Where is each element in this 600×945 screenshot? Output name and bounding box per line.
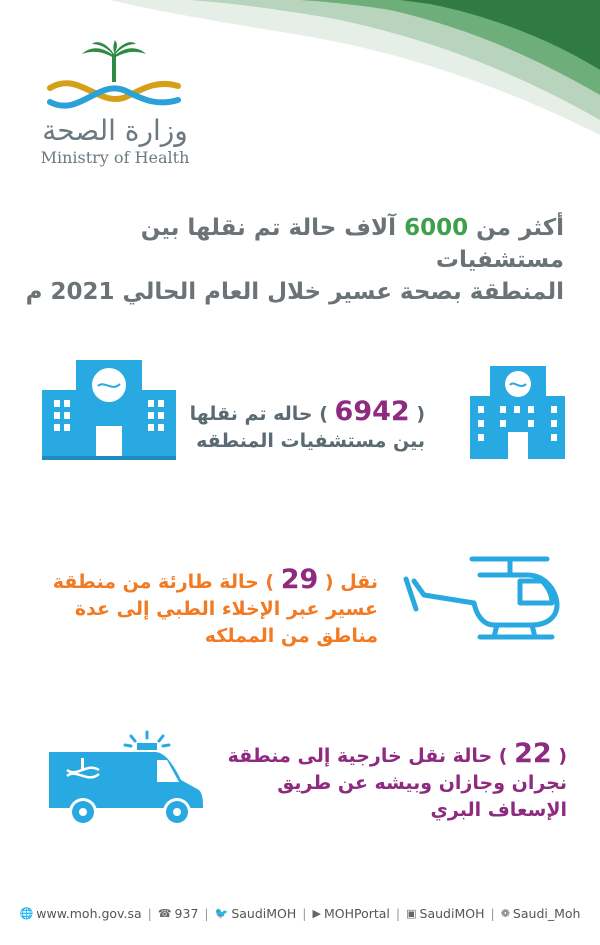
footer-phone[interactable]: [158, 906, 199, 921]
paren-open: (: [416, 403, 425, 425]
stat-ground-line-2: نجران وجازان وبيشه عن طريق: [277, 772, 567, 794]
footer-website[interactable]: [20, 906, 142, 921]
palm-swords-emblem-icon: [40, 40, 190, 112]
divider: |: [147, 905, 152, 921]
stat-hospitals-line-1: [125, 398, 425, 428]
helicopter-icon: [402, 553, 562, 645]
footer-twitter[interactable]: [215, 906, 297, 921]
logo-arabic-text: وزارة الصحة: [42, 114, 188, 147]
twitter-text: SaudiMOH: [231, 905, 297, 921]
headline-prefix: أكثر من: [476, 215, 564, 241]
divider: |: [395, 905, 401, 921]
headline: [24, 212, 564, 308]
hospital-building-right-icon: [470, 366, 565, 459]
stat-ground-line-1: [227, 740, 567, 770]
stat-hospitals-label: حاله تم نقلها: [189, 403, 313, 425]
stat-ground-number: 22: [514, 738, 552, 769]
divider: |: [490, 905, 495, 921]
website-text: www.moh.gov.sa: [36, 905, 142, 921]
footer-snapchat[interactable]: [501, 906, 581, 921]
divider: |: [204, 905, 209, 921]
stat-hospitals-text: [125, 398, 425, 455]
snapchat-icon: ❁: [500, 906, 510, 920]
paren-close: ): [498, 745, 508, 767]
footer-instagram[interactable]: [406, 906, 484, 921]
stat-hospitals-line-2: بين مستشفيات المنطقه: [196, 430, 425, 452]
stat-hospitals-number: 6942: [334, 396, 410, 427]
moh-logo: [40, 40, 190, 170]
globe-icon: 🌐: [19, 906, 34, 920]
stat-air-number: 29: [280, 564, 319, 595]
footer-youtube[interactable]: [313, 906, 390, 921]
phone-icon: ☎: [157, 906, 172, 920]
stat-air-line-2: عسير عبر الإخلاء الطبي إلى عدة: [74, 598, 378, 620]
headline-number: 6000: [404, 215, 469, 241]
paren-close: ): [265, 571, 275, 593]
headline-line-2: المنطقة بصحة عسير خلال العام الحالي 2021 م: [25, 279, 564, 305]
stat-ground-line-3: الإسعاف البري: [430, 799, 567, 821]
stat-air-line-3: مناطق من المملكه: [204, 625, 378, 647]
footer-contact-bar: [10, 902, 590, 924]
youtube-icon: ▶: [312, 906, 321, 920]
headline-line-1: [24, 212, 564, 276]
ambulance-icon: [47, 730, 205, 828]
paren-close: ): [319, 403, 328, 425]
paren-open: (: [558, 745, 567, 767]
stat-air-label: حالة طارئة من منطقة: [52, 571, 259, 593]
snapchat-text: Saudi_Moh: [512, 905, 581, 921]
phone-text: 937: [174, 905, 199, 921]
stat-air-prefix: نقل (: [324, 571, 378, 593]
divider: |: [302, 905, 307, 921]
headline-suffix: آلاف حالة تم نقلها بين مستشفيات: [140, 215, 564, 273]
stat-air-line-1: [38, 566, 378, 596]
stat-ground-label: حالة نقل خارجية إلى منطقة: [227, 745, 493, 767]
instagram-text: SaudiMOH: [419, 905, 485, 921]
instagram-icon: ▣: [406, 906, 417, 920]
youtube-text: MOHPortal: [323, 905, 390, 921]
stat-air-text: [38, 566, 378, 650]
logo-english-text: Ministry of Health: [40, 148, 190, 167]
twitter-icon: 🐦: [214, 906, 229, 920]
stat-ground-text: [227, 740, 567, 824]
